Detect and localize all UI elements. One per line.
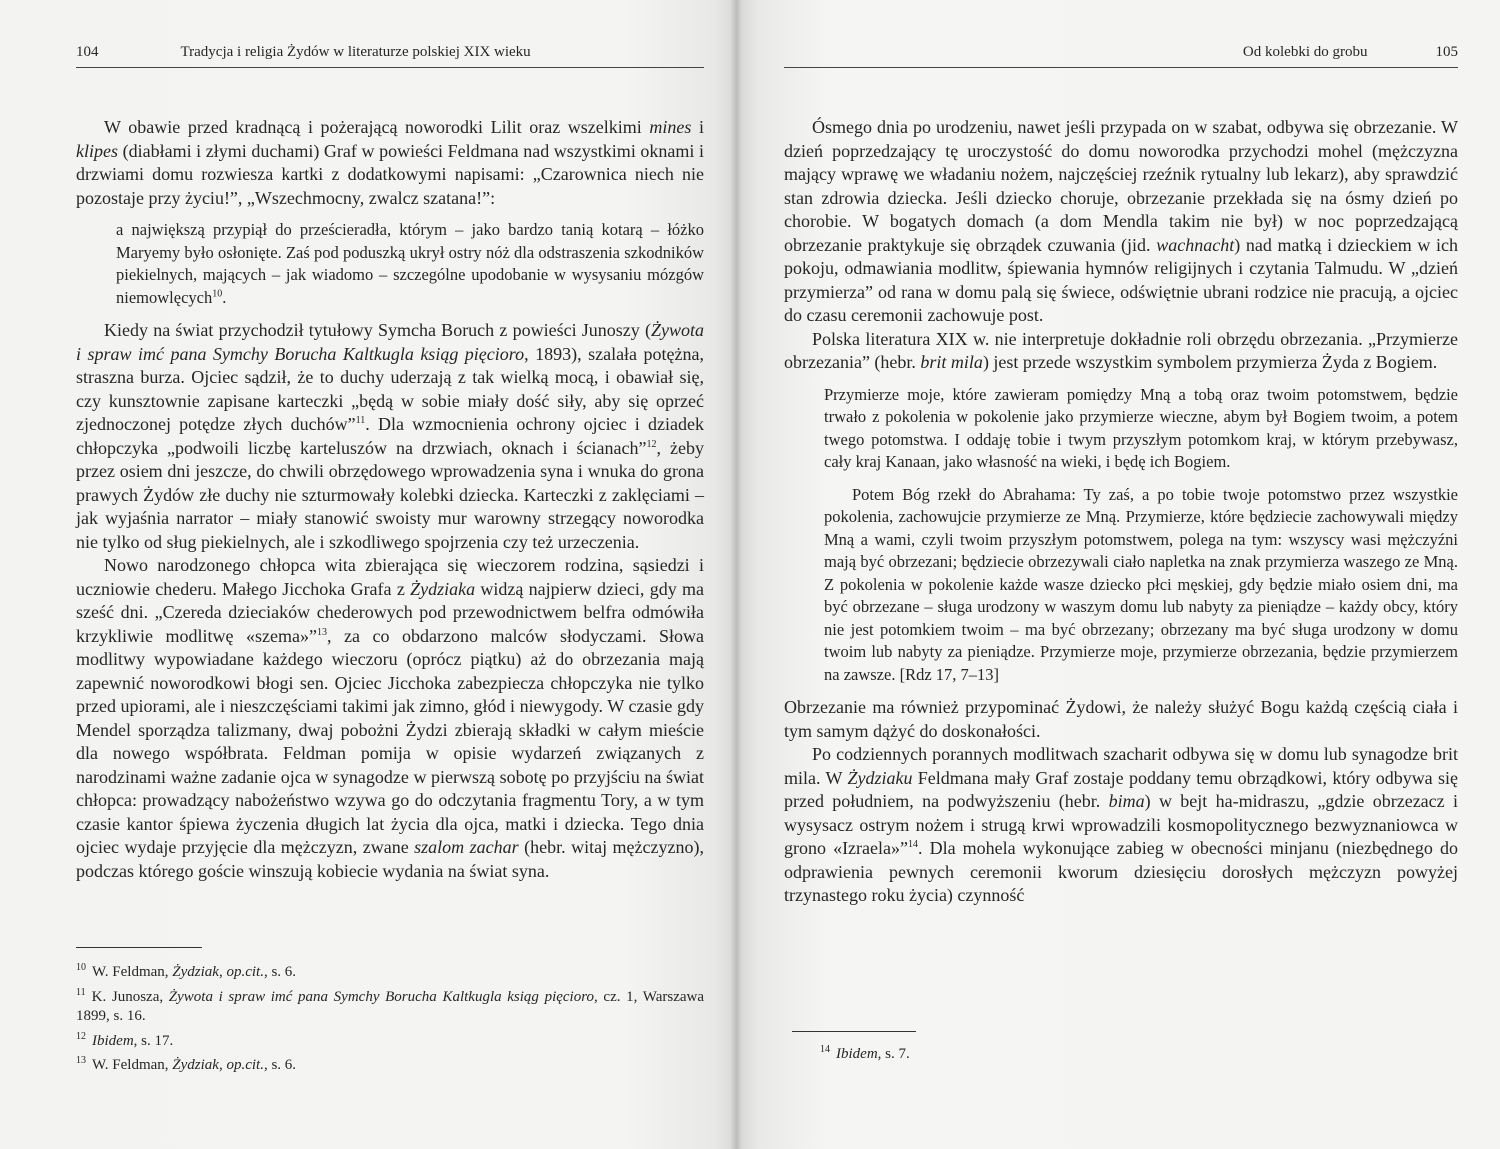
text-run: a największą przypiął do prześcieradła, którym – jako bardzo tanią kotarą – łóżko Maryemy było osłonięte. Zaś pod poduszką ukrył ostry nóż dla odstraszenia szkodników piekielnych, mających – jak wiadomo – szczególne upodobanie w wysysaniu mózgów niemowlęcych — [116, 220, 704, 307]
right-page-footnotes — [820, 1040, 1440, 1065]
italic-text: mines — [649, 117, 692, 137]
page-number: 104 — [76, 44, 99, 60]
footnote — [76, 1051, 704, 1076]
italic-text: Ibidem — [836, 1046, 878, 1062]
footnote-rule — [76, 947, 202, 948]
text-run: W obawie przed kradnącą i pożerającą noworodki Lilit oraz wszelkimi — [104, 117, 650, 137]
italic-text: wachnacht — [1156, 234, 1235, 255]
text-run: . — [222, 287, 227, 307]
running-head: Tradycja i religia Żydów w literaturze polskiej XIX wieku — [180, 44, 531, 60]
footnote-number: 14 — [820, 1044, 830, 1055]
text-run: i — [691, 117, 704, 137]
text-run: W. Feldman, — [92, 964, 173, 980]
text-run: Nowo narodzonego chłopca wita zbierająca się wieczorem rodzina, sąsiedzi i uczniowie chederu. Małego Jicchoka Grafa z — [76, 555, 704, 599]
text-run: , s. 6. — [263, 964, 297, 980]
text-run: Przymierze moje, które zawieram pomiędzy Mną a tobą oraz twoim potomstwem, będzie trwało z pokolenia w pokolenie jako przymierze wieczne, abym był Bogiem twoim, a potem twego potomstwa. I oddaję tobie i twym przyszłym potomkom kraj, w którym przebywasz, cały kraj Kanaan, jako własność na wieki, i będę ich Bogiem. — [824, 384, 1458, 471]
text-run: Obrzezanie ma również przypominać Żydowi, że należy służyć Bogu każdą częścią ciała i tym samym dążyć do doskonałości. — [784, 697, 1458, 741]
text-run: . Dla mohela wykonujące zabieg w obecności minjanu (niezbędnego do odprawienia pewnych ceremonii kworum dziesięciu dorosłych mężczyzn powyżej trzynastego roku życia) czynność — [784, 838, 1458, 905]
italic-text: Żydziak — [172, 964, 219, 980]
italic-text: brit mila — [920, 352, 983, 372]
text-run: Polska literatura XIX w. nie interpretuje dokładnie roli obrzędu obrzezania. „Przymierze obrzezania” (hebr. — [784, 328, 1458, 372]
text-run: W. Feldman, — [92, 1057, 173, 1073]
text-run: Kiedy na świat przychodził tytułowy Symcha Boruch z powieści Junoszy ( — [104, 320, 651, 340]
block-quote — [784, 484, 1458, 687]
footnote-number: 11 — [76, 986, 86, 998]
italic-text: op.cit. — [226, 964, 264, 980]
italic-text: Żywota i spraw imć pana Symchy Borucha Kaltkugla ksiąg pięcioro — [76, 320, 704, 364]
left-page — [0, 0, 736, 1149]
text-run: , 1893), szalała potężna, straszna burza. Ojciec sądził, że to duchy uderzają z tak wielką mocą, i obawiał się, czy kunsztownie zapisane karteczki „będą w sobie miały dość siły, aby się oprzeć zjednoczonej potędze złych duchów” — [76, 343, 704, 434]
block-quote — [76, 219, 704, 309]
text-run: , — [218, 964, 227, 980]
paragraph — [784, 696, 1458, 743]
text-run: widzą najpierw dzieci, gdy ma sześć dni. „Czereda dzieciaków chederowych pod przewodnictwem belfra odmówiła krzykliwie modlitwę «szema»” — [76, 578, 704, 646]
italic-text: Żydziaka — [410, 578, 476, 599]
paragraph — [76, 319, 704, 554]
text-run: , s. 17. — [133, 1032, 174, 1049]
paragraph — [784, 116, 1458, 328]
text-run: Feldmana mały Graf zostaje poddany temu obrządkowi, który odbywa się przed południem, na podwyższeniu (hebr. — [784, 767, 1458, 811]
footnote-number: 13 — [76, 1055, 86, 1066]
italic-text: Żywota i spraw imć pana Symchy Borucha Kaltkugla ksiąg pięcioro — [168, 988, 595, 1005]
text-run: (hebr. witaj mężczyzno), podczas którego goście winszują kobiecie wydania na świat syna. — [76, 837, 704, 881]
italic-text: Ibidem — [92, 1032, 134, 1049]
footnote-number: 12 — [76, 1030, 86, 1042]
footnote — [820, 1040, 1440, 1065]
page-number: 105 — [1435, 44, 1458, 60]
running-head: Od kolebki do grobu — [1242, 44, 1368, 60]
paragraph — [784, 743, 1458, 908]
italic-text: Żydziak — [172, 1057, 219, 1073]
paragraph — [76, 554, 704, 883]
right-page-header — [784, 44, 1458, 68]
right-page — [736, 0, 1500, 1149]
left-page-footnotes — [76, 958, 704, 1076]
text-run: , żeby przez osiem dni jeszcze, do chwili obrzędowego wprowadzenia syna i wnuka do grona prawych Żydów złe duchy nie szturmowały kolebki dziecka. Karteczki z zaklęciami – jak wyjaśnia narrator – miały stanowić swoisty mur warowny strzegący noworodka nie tylko od sług piekielnych, ale i szkodliwego spojrzenia czy też urzeczenia. — [76, 437, 704, 552]
footnote-rule — [792, 1031, 916, 1032]
text-run: , s. 7. — [877, 1046, 910, 1062]
italic-text: bima — [1108, 791, 1145, 811]
italic-text: op.cit. — [226, 1057, 264, 1073]
text-run: , s. 6. — [263, 1057, 297, 1073]
footnote-ref: 10 — [212, 288, 223, 299]
footnote-ref: 14 — [908, 839, 919, 850]
text-run: ) nad matką i dzieckiem w ich pokoju, odmawiania modlitw, śpiewania hymnów religijnych i czytania Talmudu. W „dzień przymierza” od rana w domu palą się świece, odświętnie ubrani rodzice nie pracują, a ojciec do czasu ceremonii zachowuje post. — [784, 234, 1458, 325]
footnote-number: 10 — [76, 962, 86, 973]
italic-text: klipes — [76, 140, 118, 161]
footnote — [76, 983, 704, 1027]
text-run: , cz. 1, Warszawa 1899, s. 16. — [76, 988, 705, 1024]
text-run: ) w bejt ha-midraszu, „gdzie obrzezacz i wysysacz ostrym nożem i strugą krwi wprowadzili kosmopolitycznego bezwyznaniowca w grono «Izraela»” — [784, 791, 1458, 858]
footnote-ref: 11 — [355, 415, 366, 426]
footnote — [76, 958, 704, 983]
footnote-ref: 13 — [316, 626, 327, 638]
text-run: K. Junosza, — [91, 988, 169, 1005]
text-run: Potem Bóg rzekł do Abrahama: Ty zaś, a po tobie twoje potomstwo przez wszystkie pokolenia, zachowujcie przymierze ze Mną. Przymierze, które będziecie zachowywali między Mną a wami, czyli twoim przyszłym potomstwem, polega na tym: wszyscy wasi mężczyźni mają być obrzezani; będziecie obrzezywali ciało napletka na znak przymierza waszego ze Mną. Z pokolenia w pokolenie każde wasze dziecko płci męskiej, gdy będzie miało osiem dni, ma być obrzezane – sługa urodzony w waszym domu lub nabyty za pieniądze – każdy obcy, który nie jest potomkiem twoim – ma być obrzezany; obrzezany ma być sługa urodzony w domu twoim lub nabyty za pieniądze. Przymierze moje, przymierze obrzezania, będzie przymierzem na zawsze. [Rdz 17, 7–13] — [824, 484, 1458, 684]
right-page-body — [784, 116, 1458, 908]
block-quote — [784, 384, 1458, 474]
paragraph — [784, 328, 1458, 375]
left-page-header — [76, 44, 704, 68]
text-run: , za co obdarzono malców słodyczami. Słowa modlitwy wypowiadane każdego wieczoru (oprócz piątku) aż do obrzezania mają zapewnić noworodkowi błogi sen. Ojciec Jicchoka zabezpiecza chłopczyka nie tylko przed upiorami, ale i nieszczęściami takimi jak zimno, głód i niewygody. W czasie gdy Mendel sporządza talizmany, dwaj pobożni Żydzi zbierają składki w całym mieście dla nowego współbrata. Feldman pomija w opisie wydarzeń związanych z narodzinami ważne zadanie ojca w synagodze w pierwszą sobotę po przyjściu na świat chłopca: prowadzący nabożeństwo wzywa go do odczytania fragmentu Tory, a w tym czasie kantor śpiewa życzenia długich lat życia dla ojca, matki i dziecka. Tego dnia ojciec wydaje przyjęcie dla mężczyzn, zwane — [76, 625, 704, 857]
footnote — [76, 1027, 704, 1052]
text-run: (diabłami i złymi duchami) Graf w powieści Feldmana nad wszystkimi oknami i drzwiami domu rozwiesza kartki z dodatkowymi napisami: „Czarownica niech nie pozostaje przy życiu!”, „Wszechmocny, zwalcz szatana!”: — [76, 140, 704, 208]
italic-text: Żydziaku — [847, 767, 913, 788]
book-gutter — [730, 0, 742, 1149]
footnote-ref: 12 — [646, 438, 657, 450]
paragraph — [76, 116, 704, 210]
left-page-body — [76, 116, 704, 883]
text-run: ) jest przede wszystkim symbolem przymierza Żyda z Bogiem. — [982, 352, 1438, 372]
text-run: , — [218, 1057, 227, 1073]
text-run: Ósmego dnia po urodzeniu, nawet jeśli przypada on w szabat, odbywa się obrzezanie. W dzień poprzedzający tę uroczystość do domu noworodka przychodzi mohel (mężczyzna mający wprawę we władaniu nożem, najczęściej rzeźnik rytualny lub lekarz), aby sprawdzić stan zdrowia dziecka. Jeśli dziecko choruje, obrzezanie przekłada się na ósmy dzień po chorobie. W bogatych domach (a dom Mendla takim nie był) w noc poprzedzającą obrzezanie praktykuje się obrządek czuwania (jid. — [784, 117, 1458, 255]
text-run: Po codziennych porannych modlitwach szacharit odbywa się w domu lub synagodze brit mila. W — [784, 744, 1458, 788]
text-run: . Dla wzmocnienia ochrony ojciec i dziadek chłopczyka „podwoili liczbę karteluszów na drzwiach, oknach i ścianach” — [76, 414, 704, 458]
italic-text: szalom zachar — [414, 837, 519, 857]
